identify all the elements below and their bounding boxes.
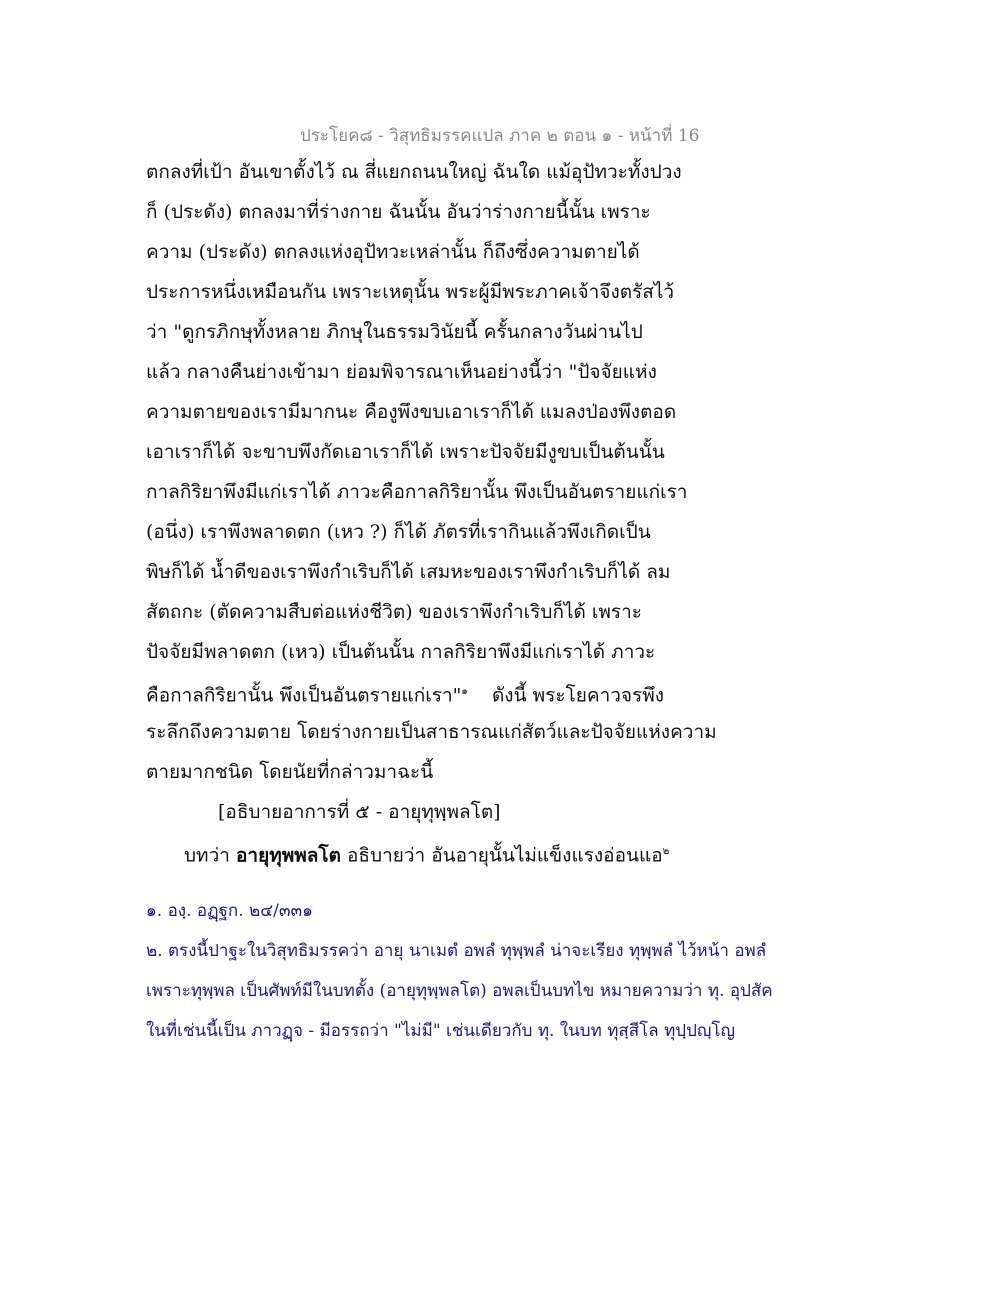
body-line: ประการหนึ่งเหมือนกัน เพราะเหตุนั้น พระผู้มีพระภาคเจ้าจึงตรัสไว้ [146, 281, 675, 303]
bold-term: อายุทุพพลโต [235, 844, 341, 867]
term-suffix: อธิบายว่า อันอายุนั้นไม่แข็งแรงอ่อนแอ [347, 844, 663, 867]
body-line: (อนึ่ง) เราพึงพลาดตก (เหว ?) ก็ได้ ภัตรที่เรากินแล้วพึงเกิดเป็น [146, 521, 651, 543]
body-line [146, 677, 698, 710]
body-line [184, 837, 736, 870]
body-line: พิษก็ได้ น้ำดีของเราพึงกำเริบก็ได้ เสมหะของเราพึงกำเริบก็ได้ ลม [146, 561, 671, 583]
footnote: ในที่เช่นนี้เป็น ภาวฏฺจ - มีอรรถว่า "ไม่มี" เช่นเดียวกับ ทุ. ในบท ทุสฺสีโล ทุปฺปญฺโญ [146, 1021, 735, 1041]
body-line: ความตายของเรามีมากนะ คืองูพึงขบเอาเราก็ได้ แมลงป่องพึงตอด [146, 401, 677, 423]
body-line: ตายมากชนิด โดยนัยที่กล่าวมาฉะนี้ [146, 761, 434, 783]
body-line: ก็ (ประดัง) ตกลงมาที่ร่างกาย ฉันนั้น อันว่าร่างกายนี้นั้น เพราะ [146, 201, 651, 223]
body-line: ระลึกถึงความตาย โดยร่างกายเป็นสาธารณแก่สัตว์และปัจจัยแห่งความ [146, 721, 717, 743]
body-line: เอาเราก็ได้ จะขาบพึงกัดเอาเราก็ได้ เพราะปัจจัยมีงูขบเป็นต้นนั้น [146, 441, 665, 463]
footnote-ref: ๒ [662, 846, 670, 857]
footnote-ref: ๑ [461, 686, 468, 697]
body-line: ตกลงที่เป้า อันเขาตั้งไว้ ณ สี่แยกถนนใหญ่ ฉันใด แม้อุปัทวะทั้งปวง [146, 161, 682, 183]
body-line-tail: ดังนี้ พระโยคาวจรพึง [491, 684, 665, 707]
body-line: กาลกิริยาพึงมีแก่เราได้ ภาวะคือกาลกิริยานั้น พึงเป็นอันตรายแก่เรา [146, 481, 688, 503]
body-line: สัตถกะ (ตัดความสืบต่อแห่งชีวิต) ของเราพึงกำเริบก็ได้ เพราะ [146, 601, 642, 623]
footnote: เพราะทุพฺพล เป็นศัพท์มีในบทตั้ง (อายุทุพฺพลโต) อพลเป็นบทไข หมายความว่า ทุ. อุปสัค [146, 981, 773, 1001]
footnote: ๒. ตรงนี้ปาฐะในวิสุทธิมรรคว่า อายุ นาเมตํ อพลํ ทุพฺพลํ น่าจะเรียง ทุพฺพลํ ไว้หน้า อพลํ [146, 941, 767, 961]
term-prefix: บทว่า [184, 844, 230, 867]
body-line: ความ (ประดัง) ตกลงแห่งอุปัทวะเหล่านั้น ก็ถึงซึ่งความตายได้ [146, 241, 640, 263]
body-line: แล้ว กลางคืนย่างเข้ามา ย่อมพิจารณาเห็นอย่างนี้ว่า "ปัจจัยแห่ง [146, 361, 657, 383]
section-heading: [อธิบายอาการที่ ๕ - อายุทุพฺพลโต] [218, 801, 501, 823]
body-line: ปัจจัยมีพลาดตก (เหว) เป็นต้นนั้น กาลกิริยาพึงมีแก่เราได้ ภาวะ [146, 641, 656, 663]
body-line: ว่า "ดูกรภิกษุทั้งหลาย ภิกษุในธรรมวินัยนี้ ครั้นกลางวันผ่านไป [146, 321, 643, 343]
page-header: ประโยค๘ - วิสุทธิมรรคแปล ภาค ๒ ตอน ๑ - หน้าที่ 16 [300, 126, 700, 146]
body-line-text: คือกาลกิริยานั้น พึงเป็นอันตรายแก่เรา" [146, 684, 462, 707]
footnote: ๑. องฺ. อฏฺฐก. ๒๔/๓๓๑ [146, 901, 313, 921]
